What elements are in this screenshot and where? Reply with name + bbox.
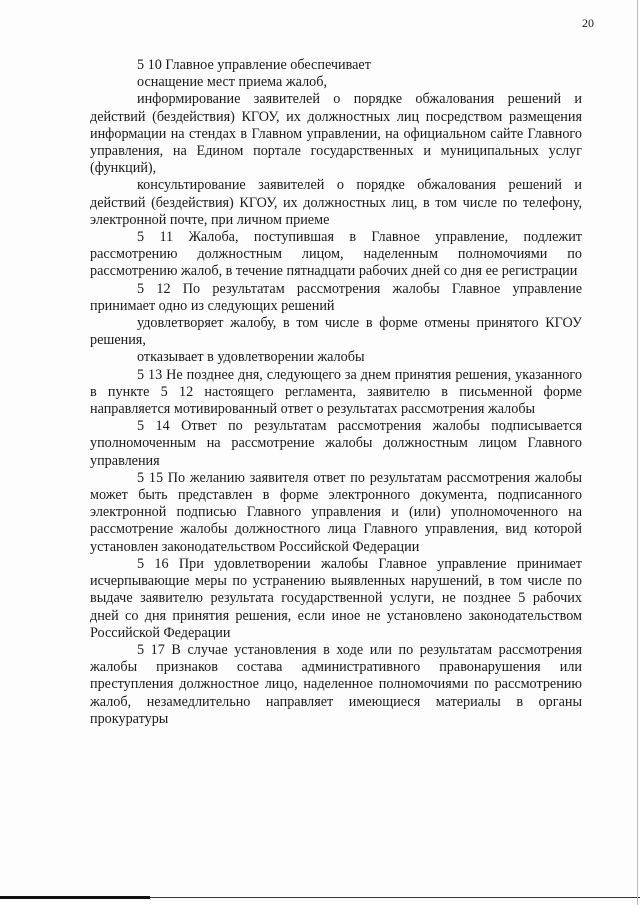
paragraph-5-10: 5 10 Главное управление обеспечивает: [137, 57, 371, 73]
paragraph-5-11: 5 11 Жалоба, поступившая в Главное управление, подлежит рассмотрению должностным лицом, наделенным полномочиями по рассмотрению жалоб, в течение пятнадцати рабочих дней со дня ее регистрации: [90, 229, 582, 280]
paragraph-5-13: 5 13 Не позднее дня, следующего за днем принятия решения, указанного в пункте 5 12 настоящего регламента, заявителю в письменной форме направляется мотивированный ответ о результатах рассмотрения жалобы: [90, 366, 582, 418]
document-body: [90, 57, 582, 728]
scan-edge-mark: [0, 896, 150, 899]
paragraph-item: консультирование заявителей о порядке обжалования решений и действий (бездействия) КГОУ, их должностных лиц, в том числе по телефону, электронной почте, при личном приеме: [90, 177, 582, 228]
paragraph-5-14: 5 14 Ответ по результатам рассмотрения жалобы подписывается уполномоченным на рассмотрение жалобы должностным лицом Главного управления: [90, 418, 582, 469]
paragraph-item: оснащение мест приема жалоб,: [137, 74, 328, 91]
paragraph-5-17: 5 17 В случае установления в ходе или по результатам рассмотрения жалобы признаков состава административного правонарушения или преступления должностное лицо, наделенное полномочиями по рассмотрению жалоб, незамедлительно направляет имеющиеся материалы в органы прокуратуры: [90, 641, 582, 727]
scan-edge-line: [150, 897, 640, 898]
paragraph-5-12: 5 12 По результатам рассмотрения жалобы Главное управление принимает одно из следующих решений: [90, 280, 582, 314]
paragraph-item: удовлетворяет жалобу, в том числе в форме отмены принятого КГОУ решения,: [90, 315, 582, 349]
paragraph-5-15: 5 15 По желанию заявителя ответ по результатам рассмотрения жалобы может быть представлен в форме электронного документа, подписанного электронной подписью Главного управления и (или) уполномоченного на рассмотрение жалобы должностного лица Главного управления, вид которой установлен законодательством Российской Федерации: [90, 469, 582, 555]
paragraph-item: отказывает в удовлетворении жалобы: [137, 349, 365, 366]
paragraph-5-16: 5 16 При удовлетворении жалобы Главное управление принимает исчерпывающие меры по устранению выявленных нарушений, в том числе по выдаче заявителю результата государственной услуги, не позднее 5 рабочих дней со дня принятия решения, если иное не установлено законодательством Российской Федерации: [90, 555, 582, 641]
page-number: 20: [582, 16, 594, 30]
scan-edge-right: [637, 0, 638, 905]
paragraph-item: информирование заявителей о порядке обжалования решений и действий (бездействия) КГОУ, их должностных лиц посредством размещения информации на стендах в Главном управлении, на официальном сайте Главного управления, на Едином портале государственных и муниципальных услуг (функций),: [90, 91, 582, 177]
